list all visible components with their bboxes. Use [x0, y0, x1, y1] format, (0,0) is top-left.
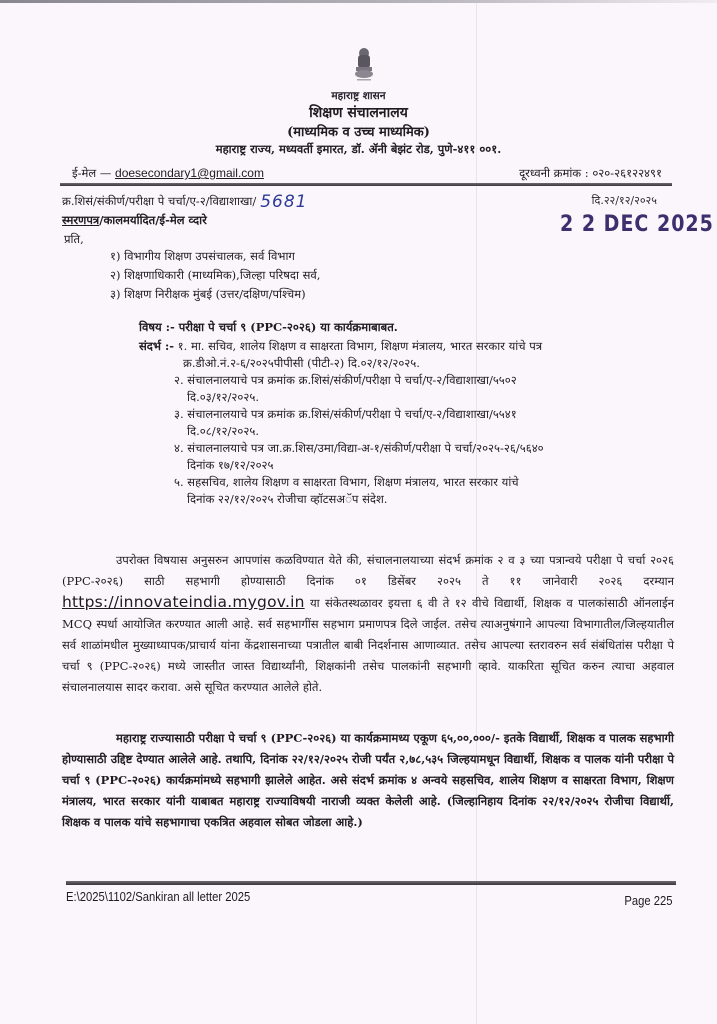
- page-number: Page 225: [624, 894, 673, 908]
- reference-text: ४. संचालनालयाचे पत्र जा.क्र.शिस/उमा/विद्या-अ-१/संकीर्ण/परीक्षा पे चर्चा/२०२५-२६/५६४०: [174, 441, 544, 455]
- reference-item: [139, 339, 544, 373]
- recipients-label: प्रति,: [64, 232, 84, 246]
- reference-item: [139, 475, 544, 509]
- office-address: महाराष्ट्र राज्य, मध्यवर्ती इमारत, डॉ. ॲनी बेझंट रोड, पुणे-४११ ००१.: [215, 142, 502, 156]
- reference-text: १. मा. सचिव, शालेय शिक्षण व साक्षरता विभाग, शिक्षण मंत्रालय, भारत सरकार यांचे पत्र: [177, 339, 543, 353]
- email-row: [72, 166, 264, 181]
- date-stamp: 2 2 DEC 2025: [560, 211, 714, 237]
- recipient-item: १) विभागीय शिक्षण उपसंचालक, सर्व विभाग: [110, 249, 295, 263]
- memo-type: [62, 213, 207, 228]
- body-paragraph-2: [62, 728, 674, 833]
- reference-text: ५. सहसचिव, शालेय शिक्षण व साक्षरता विभाग, शिक्षण मंत्रालय, भारत सरकार यांचे: [174, 475, 519, 489]
- handwritten-number: 5681: [260, 192, 308, 212]
- references-block: [139, 339, 544, 509]
- memo-underlined: स्मरणपत्र: [62, 213, 100, 227]
- reference-item: [139, 407, 544, 441]
- memo-rest: /कालमर्यादित/ई-मेल व्दारे: [99, 213, 207, 227]
- reference-text: दि.०८/१२/२०२५.: [187, 424, 259, 438]
- reference-item: [139, 373, 544, 407]
- recipient-item: ३) शिक्षण निरीक्षक मुंबई (उत्तर/दक्षिण/पश्चिम): [110, 287, 306, 301]
- phone-row: [519, 166, 662, 181]
- header-divider: [60, 183, 672, 186]
- body-paragraph-1: [62, 550, 674, 698]
- subject-line: विषय :- परीक्षा पे चर्चा ९ (PPC-२०२६) या कार्यक्रमाबाबत.: [139, 320, 398, 334]
- department-name: शिक्षण संचालनालय: [309, 105, 408, 121]
- innovateindia-link[interactable]: https://innovateindia.mygov.in: [62, 593, 305, 611]
- reference-text: क्र.डीओ.नं.२-६/२०२५पीपीसी (पीटी-२) दि.०२/१२/२०२५.: [183, 356, 420, 370]
- reference-text: दिनांक २२/१२/२०२५ रोजीचा व्हॉटसअॅप संदेश.: [187, 492, 388, 506]
- reference-item: [139, 441, 544, 475]
- state-emblem-icon: [349, 46, 379, 86]
- subdepartment-name: (माध्यमिक व उच्च माध्यमिक): [287, 125, 430, 140]
- paragraph-text: या संकेतस्थळावर इयत्ता ६ वी ते १२ वीचे विद्यार्थी, शिक्षक व पालकांसाठी ऑनलाईन MCQ स्पर्धा आयोजित करण्यात आली आहे. सर्व सहभागींस सहभाग प्रमाणपत्र दिले जाईल. तसेच त्याअनुषंगाने आपल्या विभागातील/जिल्हयातील सर्व शाळांमधील मुख्याध्यापक/प्राचार्य यांना केंद्रशासनाच्या पत्रातील बाबी निदर्शनास आणाव्यात. तसेच आपल्या स्तरावरुन सर्व संबंधितांस परीक्षा पे चर्चा ९ (PPC-२०२६) मध्ये जास्तीत जास्त विद्यार्थ्यांनी, शिक्षकांनी तसेच पालकांनी सहभागी व्हावे. याकरिता सूचित करुन त्याचा अहवाल संचालनालयास सादर करावा. असे सूचित करण्यात आलेले होते.: [62, 596, 674, 694]
- phone-number: ०२०-२६१२२४९१: [592, 166, 662, 180]
- outward-reference-number: [62, 192, 307, 212]
- footer-divider: [66, 881, 676, 885]
- letter-date: दि.२२/१२/२०२५: [591, 194, 657, 207]
- references-label: संदर्भ :-: [139, 339, 174, 353]
- recipient-item: २) शिक्षणाधिकारी (माध्यमिक),जिल्हा परिषदा सर्व,: [110, 268, 321, 282]
- paragraph-text: महाराष्ट्र राज्यासाठी परीक्षा पे चर्चा ९ (PPC-२०२६) या कार्यक्रमामध्य एकूण ६५,००,०००/- इतके विद्यार्थी, शिक्षक व पालक सहभागी होण्यासाठी उद्दिष्ट देण्यात आलेले आहे. तथापि, दिनांक २२/१२/२०२५ रोजी पर्यंत २,७८,५३५ जिल्हयामधून विद्यार्थी, शिक्षक व पालक यांनी परीक्षा पे चर्चा ९ (PPC-२०२६) कार्यक्रमांमध्ये सहभागी झालेले आहेत. असे संदर्भ क्रमांक ४ अन्वये सहसचिव, शालेय शिक्षण व साक्षरता विभाग, शिक्षण मंत्रालय, भारत सरकार यांनी याबाबत महाराष्ट्र राज्याविषयी नाराजी व्यक्त केलेली आहे. (जिल्हानिहाय दिनांक २२/१२/२०२५ रोजीचा विद्यार्थी, शिक्षक व पालक यांचे सहभागाचा एकत्रित अहवाल सोबत जोडला आहे.): [62, 731, 674, 829]
- email-label: ई-मेल —: [72, 166, 112, 180]
- government-name: महाराष्ट्र शासन: [331, 90, 386, 102]
- reference-text: २. संचालनालयाचे पत्र क्रमांक क्र.शिसं/संकीर्ण/परीक्षा पे चर्चा/ए-२/विद्याशाखा/५५०२: [174, 373, 517, 387]
- file-path: E:\2025\1102/Sankiran all letter 2025: [66, 890, 251, 904]
- reference-text: दि.०३/१२/२०२५.: [187, 390, 259, 404]
- phone-label: दूरध्वनी क्रमांक :: [519, 166, 589, 180]
- paragraph-text: उपरोक्त विषयास अनुसरुन आपणांस कळविण्यात येते की, संचालनालयाच्या संदर्भ क्रमांक २ व ३ च्या पत्रान्वये परीक्षा पे चर्चा २०२६ (PPC-२०२६) साठी सहभागी होण्यासाठी दिनांक ०१ डिसेंबर २०२५ ते ११ जानेवारी २०२६ दरम्यान: [62, 553, 674, 588]
- reference-text: ३. संचालनालयाचे पत्र क्रमांक क्र.शिसं/संकीर्ण/परीक्षा पे चर्चा/ए-२/विद्याशाखा/५५४१: [174, 407, 517, 421]
- reference-prefix: क्र.शिसं/संकीर्ण/परीक्षा पे चर्चा/ए-२/विद्याशाखा/: [62, 194, 257, 208]
- recipients-list: [110, 249, 320, 306]
- reference-text: दिनांक १७/१२/२०२५: [187, 458, 274, 472]
- email-link[interactable]: doesecondary1@gmail.com: [115, 166, 264, 180]
- scan-edge-shadow: [0, 0, 717, 3]
